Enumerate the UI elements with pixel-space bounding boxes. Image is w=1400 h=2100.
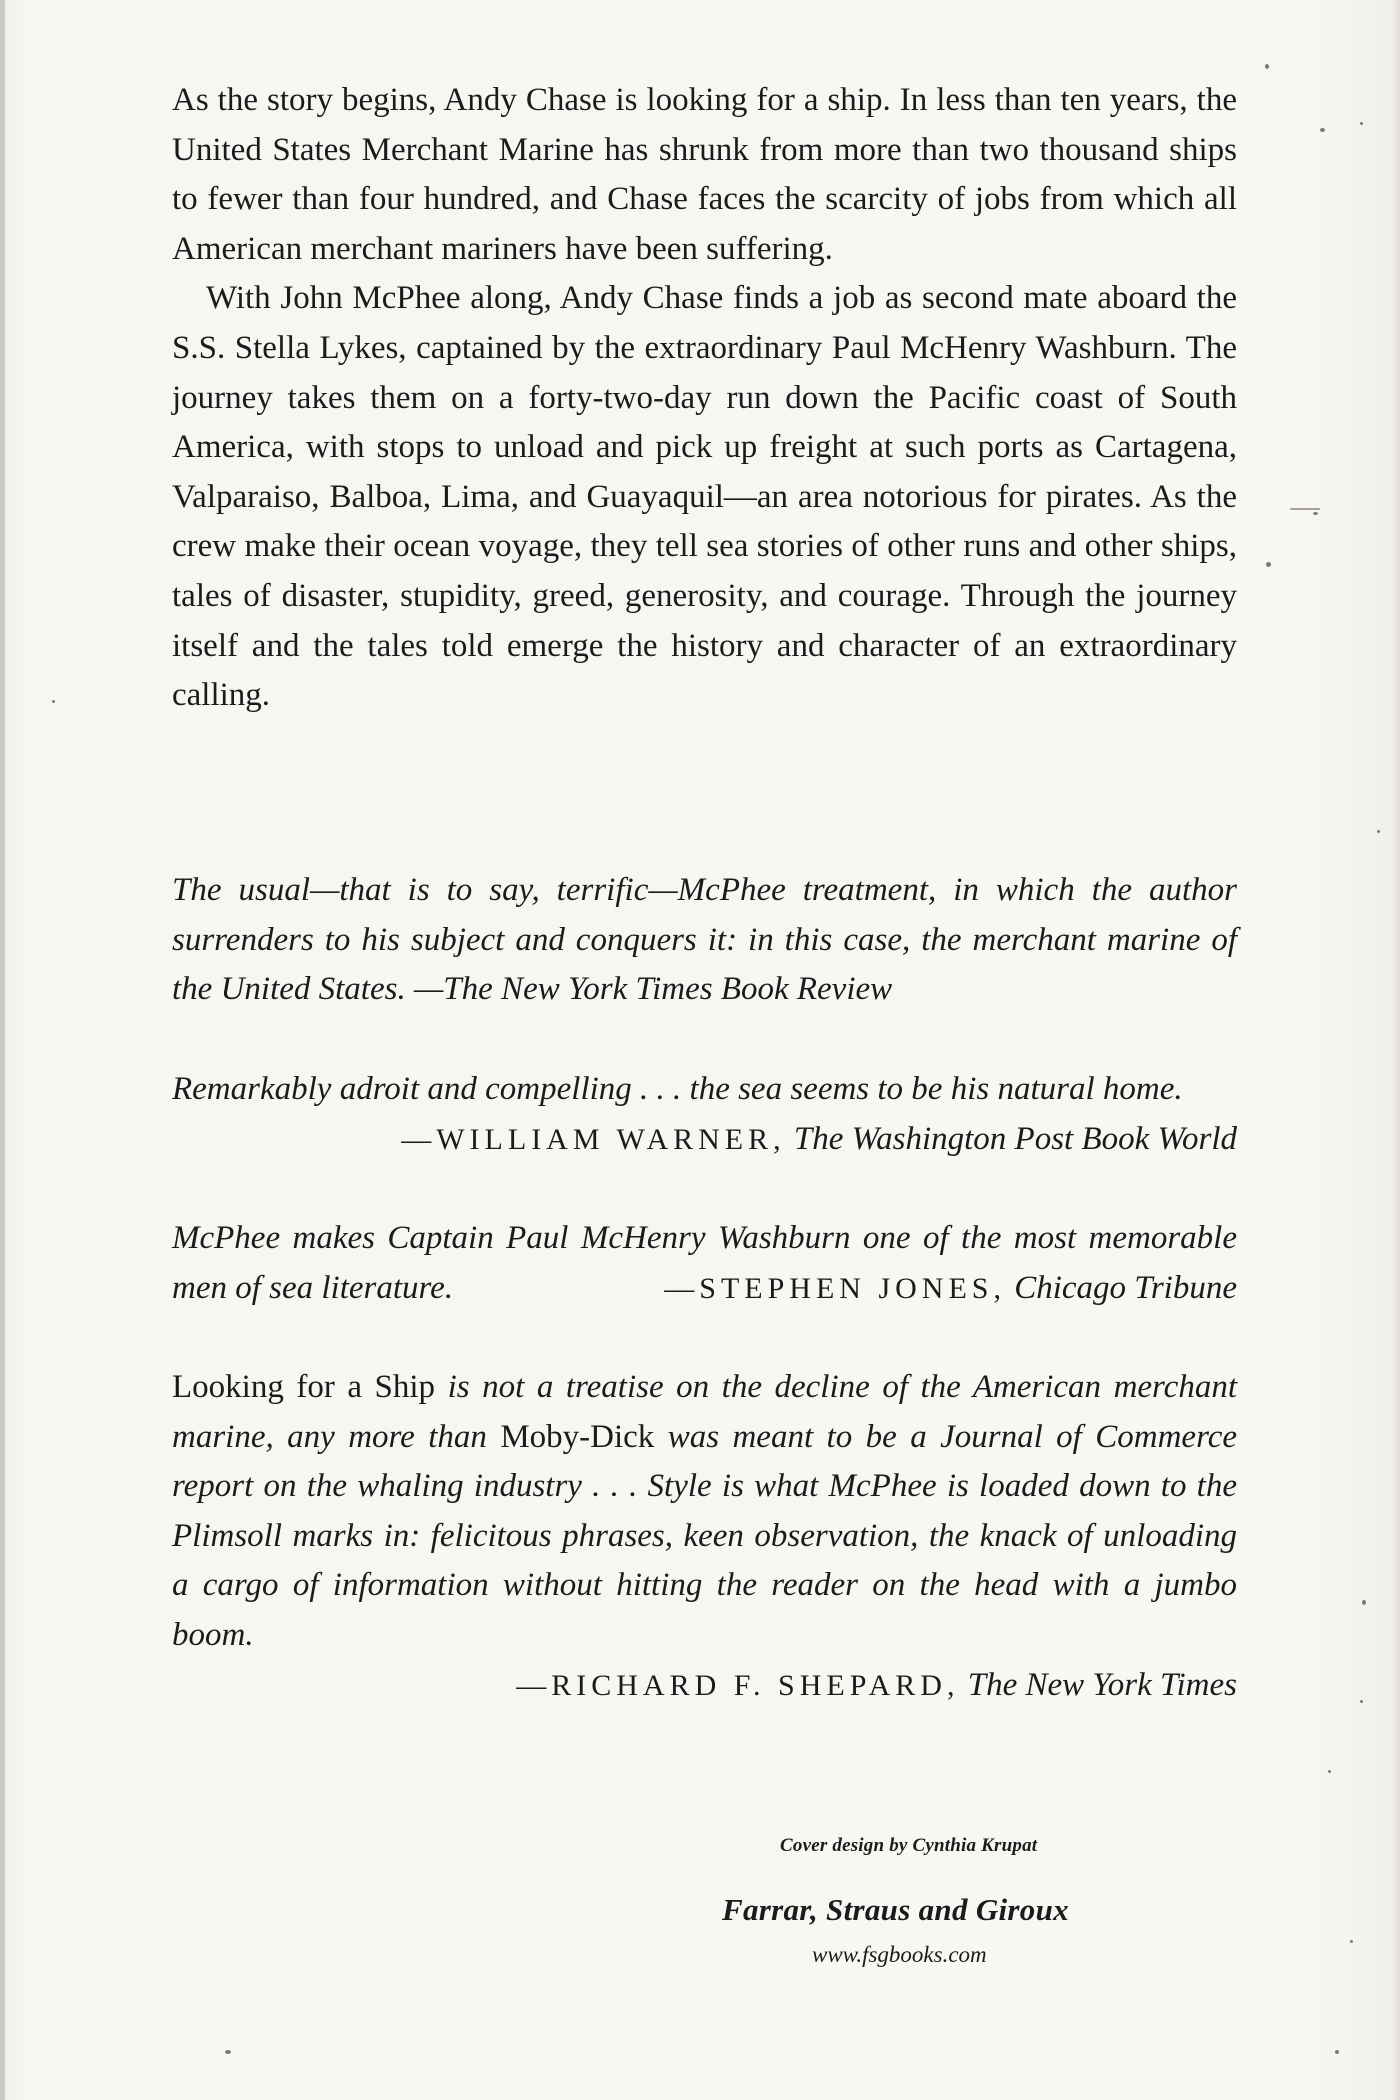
dust-speck	[1313, 512, 1318, 515]
dust-speck	[1266, 562, 1271, 567]
page-right-edge	[1390, 0, 1400, 2100]
review-4-moby-dick-title: Moby-Dick	[500, 1418, 655, 1455]
dust-speck	[1360, 122, 1363, 125]
review-4-book-title: Looking for a Ship	[172, 1369, 436, 1405]
dust-speck	[52, 700, 55, 703]
dust-speck	[1320, 128, 1325, 132]
publisher-website: www.fsgbooks.com	[812, 1942, 987, 1967]
review-quote-2	[172, 1065, 1237, 1164]
review-4-attribution	[172, 1661, 1237, 1711]
review-3-text: McPhee makes Captain Paul McHenry Washburn one of the most memorable men of sea literature.	[172, 1220, 1237, 1306]
review-1-source: —The New York Times Book Review	[413, 971, 893, 1008]
review-2-source: The Washington Post Book World	[793, 1120, 1237, 1157]
review-2-text: Remarkably adroit and compelling . . . the sea seems to be his natural home.	[172, 1071, 1183, 1107]
review-quote-1	[172, 866, 1237, 1015]
review-3-reviewer: —STEPHEN JONES,	[664, 1271, 1006, 1305]
review-1-text: The usual—that is to say, terrific—McPhee treatment, in which the author surrenders to his subject and conquers it: in this case, the merchant marine of the United States.	[172, 872, 1237, 1008]
dust-speck	[1290, 508, 1320, 510]
dust-speck	[1350, 1940, 1353, 1943]
dust-speck	[1360, 1700, 1363, 1703]
review-2-attribution	[401, 1115, 1237, 1165]
description-paragraph-2: With John McPhee along, Andy Chase finds a job as second mate aboard the S.S. Stella Lykes, captained by the extraordinary Paul McHenry Washburn. The journey takes them on a forty-two-day run down the Pacific coast of South America, with stops to unload and pick up freight at such ports as Cartagena, Valparaiso, Balboa, Lima, and Guayaquil—an area notorious for pirates. As the crew make their ocean voyage, they tell sea stories of other runs and other ships, tales of disaster, stupidity, greed, generosity, and courage. Through the journey itself and the tales told emerge the history and character of an extraordinary calling.	[172, 280, 1237, 714]
review-4-source: The New York Times	[967, 1666, 1237, 1703]
review-3-attribution	[664, 1264, 1237, 1314]
review-4-reviewer: —RICHARD F. SHEPARD,	[516, 1668, 960, 1702]
dust-speck	[1362, 1600, 1366, 1605]
review-3-source: Chicago Tribune	[1014, 1269, 1237, 1306]
cover-design-credit: Cover design by Cynthia Krupat	[780, 1835, 1038, 1856]
page-left-edge	[0, 0, 5, 2100]
book-description	[172, 76, 1237, 721]
review-quote-3	[172, 1214, 1237, 1313]
dust-speck	[1328, 1770, 1331, 1773]
review-2-reviewer: —WILLIAM WARNER,	[401, 1122, 786, 1156]
dust-speck	[1335, 2050, 1339, 2054]
dust-speck	[225, 2050, 231, 2054]
dust-speck	[1265, 64, 1269, 69]
dust-speck	[1377, 830, 1380, 833]
review-4-text-part-1: is not a treatise on the decline of the American merchant marine, any more than	[172, 1369, 1237, 1455]
review-quote-4	[172, 1363, 1237, 1710]
description-paragraph-1: As the story begins, Andy Chase is looking for a ship. In less than ten years, the United States Merchant Marine has shrunk from more than two thousand ships to fewer than four hundred, and Chase faces the scarcity of jobs from which all American merchant mariners have been suffering.	[172, 82, 1237, 267]
publisher-name: Farrar, Straus and Giroux	[722, 1892, 1069, 1927]
review-4-text-part-2: was meant to be a Journal of Commerce report on the whaling industry . . . Style is what McPhee is loaded down to the Plimsoll marks in: felicitous phrases, keen observation, the knack of unloading a cargo of information without hitting the reader on the head with a jumbo boom.	[172, 1418, 1237, 1653]
